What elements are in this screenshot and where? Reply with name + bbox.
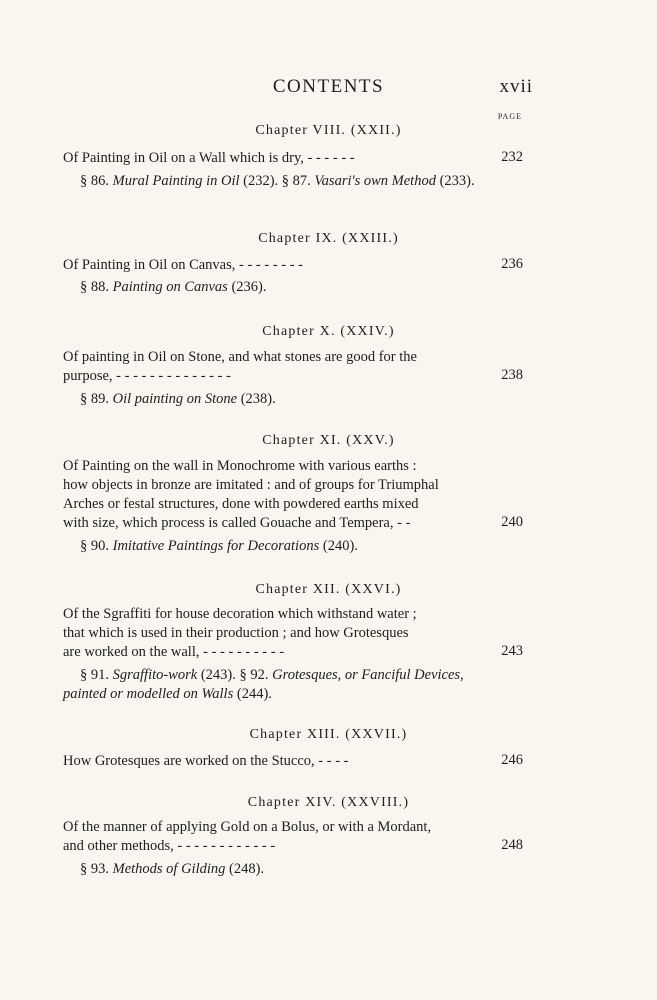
entry-line: How Grotesques are worked on the Stucco, - - - - [63, 753, 349, 769]
section-entry: § 91. Sgraffito-work (243). § 92. Grotesques, or Fanciful Devices, painted or modelled on Walls (244). [63, 667, 464, 702]
entry-line: Of Painting in Oil on a Wall which is dry, - - - - - - [63, 150, 355, 166]
entry-line: how objects in bronze are imitated : and of groups for Triumphal [63, 477, 439, 493]
chapter-heading: Chapter XII. (XXVI.) [255, 582, 402, 597]
entry-line: Of the manner of applying Gold on a Bolus, or with a Mordant, [63, 819, 432, 835]
section-entry: § 88. Painting on Canvas (236). [80, 279, 267, 295]
chapter-entry-text [63, 818, 483, 856]
entry-line: Of the Sgraffiti for house decoration which withstand water ; [63, 606, 417, 622]
chapter-heading: Chapter XIV. (XXVIII.) [247, 795, 410, 810]
entry-line: and other methods, - - - - - - - - - - - - [63, 838, 276, 854]
chapter-heading: Chapter XIII. (XXVII.) [249, 727, 408, 742]
entry-page-number: 238 [501, 367, 523, 383]
entry-line: are worked on the wall, - - - - - - - - - - [63, 644, 285, 660]
chapter-heading: Chapter XI. (XXV.) [262, 433, 395, 448]
entry-page-number: 246 [501, 752, 523, 768]
entry-line: purpose, - - - - - - - - - - - - - - [63, 368, 231, 384]
chapter-heading: Chapter X. (XXIV.) [262, 324, 395, 339]
entry-line: Of painting in Oil on Stone, and what stones are good for the [63, 349, 417, 365]
chapter-heading: Chapter VIII. (XXII.) [255, 123, 402, 138]
chapter-entry-text [63, 256, 483, 275]
section-entry: § 89. Oil painting on Stone (238). [80, 391, 276, 407]
entry-page-number: 232 [501, 149, 523, 165]
chapter-heading: Chapter IX. (XXIII.) [258, 231, 399, 246]
page-column-label: PAGE [497, 112, 522, 121]
entry-page-number: 236 [501, 256, 523, 272]
chapter-entry-text [63, 752, 483, 771]
chapter-entry-text [63, 348, 483, 386]
entry-line: Of Painting on the wall in Monochrome with various earths : [63, 458, 417, 474]
entry-line: Of Painting in Oil on Canvas, - - - - - - - - [63, 257, 304, 273]
section-entry: § 86. Mural Painting in Oil (232). § 87. Vasari's own Method (233). [80, 173, 475, 189]
entry-page-number: 243 [501, 643, 523, 659]
entry-line: that which is used in their production ; and how Grotesques [63, 625, 409, 641]
entry-line: with size, which process is called Gouache and Tempera, - - [63, 515, 411, 531]
section-entry: § 90. Imitative Paintings for Decorations (240). [80, 538, 358, 554]
entry-page-number: 248 [501, 837, 523, 853]
page-number: xvii [499, 76, 533, 97]
chapter-entry-text [63, 605, 483, 662]
chapter-entry-text [63, 149, 483, 168]
entry-line: Arches or festal structures, done with powdered earths mixed [63, 496, 419, 512]
section-entry: § 93. Methods of Gilding (248). [80, 861, 265, 877]
entry-page-number: 240 [501, 514, 523, 530]
page-title: CONTENTS [272, 76, 385, 97]
chapter-entry-text [63, 457, 483, 533]
